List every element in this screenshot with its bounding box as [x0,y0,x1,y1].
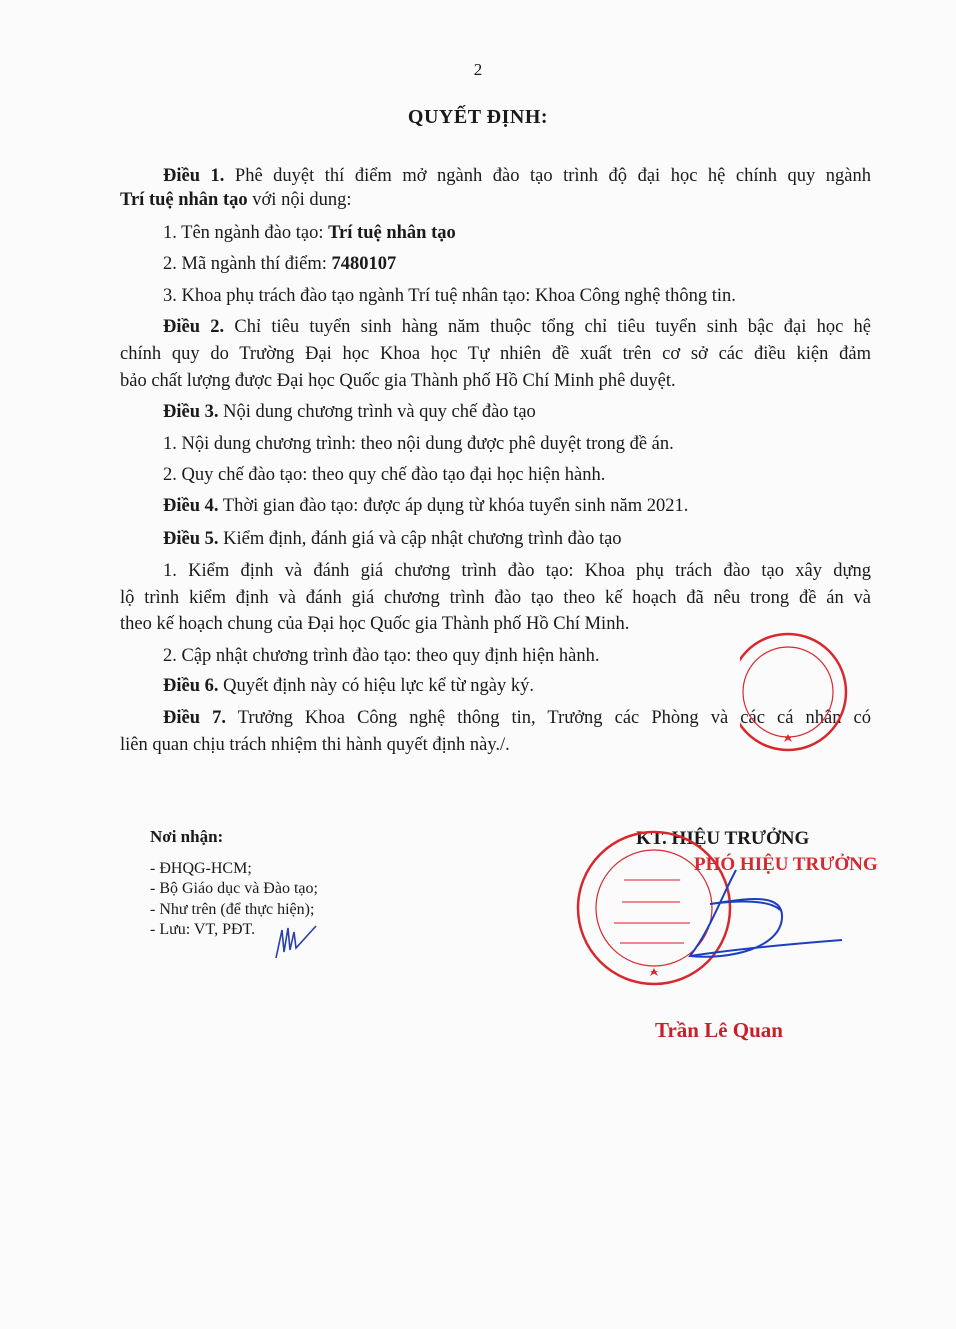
recipient-item: - Lưu: VT, PĐT. [150,921,256,938]
line-text: 3. Khoa phụ trách đào tạo ngành Trí tuệ nhân tạo: Khoa Công nghệ thông tin. [163,286,736,306]
body-line [120,370,872,392]
article-label: Điều 7. [163,708,226,728]
recipient-item: - Như trên (để thực hiện); [150,901,315,918]
article-label: Điều 3. [163,402,219,422]
body-line [163,222,872,244]
line-text: Thời gian đào tạo: được áp dụng từ khóa tuyển sinh năm 2021. [218,496,689,516]
line-text: theo kế hoạch chung của Đại học Quốc gia Thành phố Hồ Chí Minh. [120,614,630,634]
body-line [120,587,872,609]
body-line [120,189,872,211]
body-line [163,464,872,486]
line-text: Kiểm định, đánh giá và cập nhật chương trình đào tạo [218,529,622,549]
line-text: 1. Kiểm định và đánh giá chương trình đào tạo: Khoa phụ trách đào tạo xây dựng [163,561,871,581]
line-text: 1. Tên ngành đào tạo: [163,223,329,243]
line-text: lộ trình kiểm định và đánh giá chương trình đào tạo theo kế hoạch đã nêu trong đề án và [120,588,871,608]
line-text: liên quan chịu trách nhiệm thi hành quyết định này./. [120,735,510,755]
article-label: Điều 6. [163,676,219,696]
emphasis-value: 7480107 [331,254,397,274]
handwritten-signature [670,860,850,970]
document-title: QUYẾT ĐỊNH: [407,106,549,128]
line-text: chính quy do Trường Đại học Khoa học Tự nhiên đề xuất trên cơ sở các điều kiện đảm [120,344,871,364]
body-line [163,285,872,307]
article-label: Điều 1. [163,166,225,186]
line-text: Chỉ tiêu tuyển sinh hàng năm thuộc tổng chỉ tiêu tuyển sinh bậc đại học hệ [224,317,871,337]
body-line [163,495,872,517]
body-line [163,165,872,187]
line-text: Nội dung chương trình và quy chế đào tạo [218,402,536,422]
stamp-partial [740,612,860,762]
page-number: 2 [473,60,483,79]
line-text: Trưởng Khoa Công nghệ thông tin, Trưởng các Phòng và các cá nhân có [225,708,872,728]
article-label: Điều 2. [163,317,225,337]
article-label: Điều 5. [163,529,219,549]
line-text: 2. Quy chế đào tạo: theo quy chế đào tạo đại học hiện hành. [163,465,606,485]
body-line [163,433,872,455]
article-label: Trí tuệ nhân tạo [120,190,248,210]
body-line [163,401,872,423]
signature-title: KT. HIỆU TRƯỞNG [636,828,810,849]
line-text: 2. Cập nhật chương trình đào tạo: theo quy định hiện hành. [163,646,600,666]
line-text: bảo chất lượng được Đại học Quốc gia Thành phố Hồ Chí Minh phê duyệt. [120,371,676,391]
recipient-item: - Bộ Giáo dục và Đào tạo; [150,880,318,897]
article-label: Điều 4. [163,496,219,516]
body-line [120,343,872,365]
line-text: 2. Mã ngành thí điểm: [163,254,332,274]
initials-signature [272,922,322,962]
body-line [163,316,872,338]
body-line [163,253,872,275]
body-line [163,560,872,582]
line-text: Phê duyệt thí điểm mở ngành đào tạo trình độ đại học hệ chính quy ngành [224,166,871,186]
recipients-heading: Nơi nhận: [150,827,224,846]
line-text: Quyết định này có hiệu lực kể từ ngày ký. [218,676,534,696]
signer-name: Trần Lê Quan [655,1018,783,1042]
emphasis-value: Trí tuệ nhân tạo [328,223,456,243]
signature-subtitle: PHÓ HIỆU TRƯỞNG [694,854,878,875]
body-line [163,528,872,550]
recipient-item: - ĐHQG-HCM; [150,860,252,877]
line-text: với nội dung: [247,190,352,210]
line-text: 1. Nội dung chương trình: theo nội dung được phê duyệt trong đề án. [163,434,674,454]
